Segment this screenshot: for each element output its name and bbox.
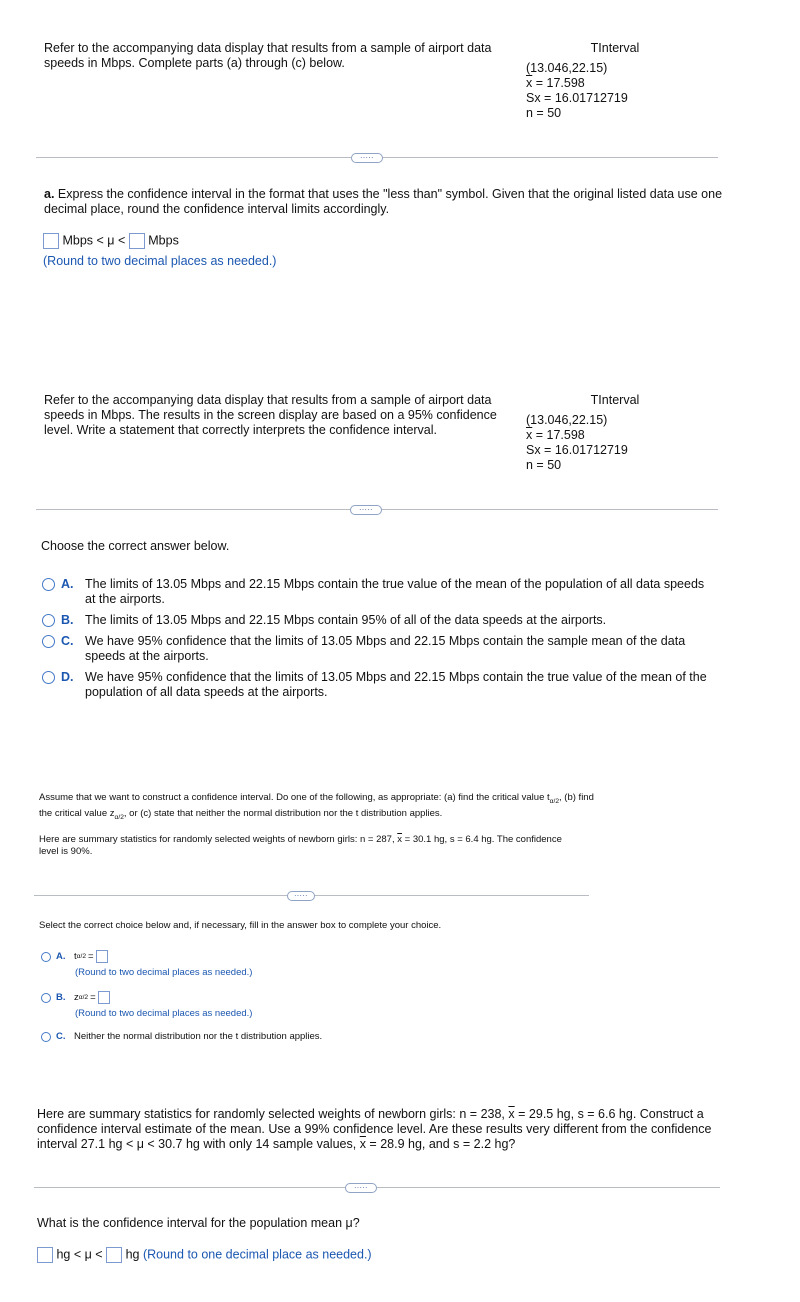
q3-option-c-radio[interactable]	[41, 1032, 51, 1042]
q2-data-display	[526, 393, 666, 473]
q3-xbar-symbol: $\overline{x}$	[397, 834, 403, 845]
q2-prompt: Refer to the accompanying data display that results from a sample of airport data speeds in Mbps. The results in the screen display are based on a 95% confidence level. Write a statement that correctly interprets the confidence interval.	[44, 393, 497, 437]
q3-option-a-sub: α/2	[76, 952, 87, 960]
q4-round-note: (Round to one decimal place as needed.)	[142, 1247, 372, 1262]
q4-prompt	[37, 1107, 727, 1152]
q4-answer-mid: hg < μ <	[56, 1247, 103, 1262]
q2-display-interval: (13.046,22.15)	[526, 413, 608, 427]
q3-option-c-text: Neither the normal distribution nor the t distribution applies.	[74, 1031, 323, 1042]
q2-more-button[interactable]: ·····	[350, 505, 382, 515]
q3-option-b-eq: =	[90, 991, 96, 1003]
q1-lower-limit-input[interactable]	[43, 233, 59, 249]
q3-prompt	[39, 792, 599, 824]
q3-stats-part2: = 30.1 hg, s = 6.4 hg. The confidence level is 90%.	[39, 834, 562, 857]
q1-prompt: Refer to the accompanying data display that results from a sample of airport data speeds in Mbps. Complete parts (a) through (c) below.	[44, 41, 492, 70]
q1-upper-limit-input[interactable]	[129, 233, 145, 249]
q3-option-b-sub: α/2	[78, 993, 89, 1001]
q2-xbar-value: = 17.598	[535, 428, 585, 442]
q4-upper-limit-input[interactable]	[106, 1247, 122, 1263]
q1-display-title: TInterval	[590, 41, 640, 55]
q2-option-a[interactable]	[42, 577, 722, 607]
q2-option-a-text: The limits of 13.05 Mbps and 22.15 Mbps contain the true value of the mean of the population of all data speeds at the airports.	[85, 577, 705, 606]
q3-prompt-part3: , or (c) state that neither the normal distribution nor the t distribution applies.	[123, 808, 443, 819]
q1-more-button[interactable]: ·····	[351, 153, 383, 163]
q4-lower-limit-input[interactable]	[37, 1247, 53, 1263]
q1-part-a	[44, 187, 724, 217]
q2-option-d-letter: D.	[61, 670, 74, 684]
q2-xbar-symbol: $\overline{x}$	[526, 428, 533, 442]
q1-display-interval: (13.046,22.15)	[526, 61, 608, 75]
q1-xbar-symbol: $\overline{x}$	[526, 76, 533, 90]
q2-option-b[interactable]	[42, 613, 722, 628]
q4-question: What is the confidence interval for the population mean μ?	[37, 1216, 360, 1230]
q3-option-c-letter: C.	[56, 1031, 66, 1042]
q4-answer-unit: hg	[125, 1247, 140, 1262]
q3-option-a-note: (Round to two decimal places as needed.)	[75, 967, 253, 978]
q4-prompt-part3: = 28.9 hg, and s = 2.2 hg?	[369, 1137, 516, 1151]
q3-instruction: Select the correct choice below and, if necessary, fill in the answer box to complete your choice.	[39, 920, 442, 931]
q1-answer-unit: Mbps	[148, 233, 179, 248]
q2-option-d-radio[interactable]	[42, 671, 55, 684]
q2-display-xbar	[526, 428, 666, 443]
q1-part-a-text: Express the confidence interval in the format that uses the "less than" symbol. Given that the original listed data use one decimal place, round the confidence interval limits accordingly.	[44, 187, 723, 216]
q1-answer-row	[43, 233, 179, 249]
q4-separator	[34, 1187, 720, 1188]
q3-option-a[interactable]	[41, 950, 252, 979]
q3-stats-part1: Here are summary statistics for randomly selected weights of newborn girls: n = 287,	[39, 834, 395, 845]
q4-more-button[interactable]: ·····	[345, 1183, 377, 1193]
q2-display-title: TInterval	[590, 393, 640, 407]
q2-option-b-text: The limits of 13.05 Mbps and 22.15 Mbps contain 95% of all of the data speeds at the airports.	[85, 613, 607, 627]
q2-option-b-radio[interactable]	[42, 614, 55, 627]
q1-display-sx: Sx = 16.01712719	[526, 91, 628, 105]
q1-display-xbar	[526, 76, 666, 91]
q2-option-a-letter: A.	[61, 577, 74, 591]
q2-option-list	[42, 577, 722, 700]
q3-option-a-letter: A.	[56, 950, 66, 962]
q4-prompt-part1: Here are summary statistics for randomly selected weights of newborn girls: n = 238,	[37, 1107, 505, 1121]
q1-xbar-value: = 17.598	[535, 76, 585, 90]
q3-prompt-part2: , (b) find the critical value z	[39, 792, 594, 819]
q1-display-n: n = 50	[526, 106, 562, 120]
q2-option-a-radio[interactable]	[42, 578, 55, 591]
q2-option-b-letter: B.	[61, 613, 74, 627]
q1-round-note: (Round to two decimal places as needed.)	[43, 254, 277, 268]
q1-data-display	[526, 41, 666, 121]
q3-option-c[interactable]	[41, 1031, 322, 1043]
q3-option-b-radio[interactable]	[41, 993, 51, 1003]
q3-option-b-note: (Round to two decimal places as needed.)	[75, 1008, 253, 1019]
q3-z-critical-input[interactable]	[98, 991, 110, 1004]
q2-option-c[interactable]	[42, 634, 722, 664]
q3-option-a-eq: =	[88, 950, 94, 962]
q1-part-a-label: a.	[44, 187, 55, 201]
q2-display-n: n = 50	[526, 458, 562, 472]
q2-option-d[interactable]	[42, 670, 722, 700]
q2-option-c-text: We have 95% confidence that the limits of 13.05 Mbps and 22.15 Mbps contain the sample mean of the data speeds at the airports.	[85, 634, 686, 663]
q3-prompt-sub1: α/2	[549, 798, 560, 805]
q3-option-b-var: z	[74, 991, 79, 1003]
q4-answer-row	[37, 1247, 372, 1263]
q4-prompt-part2: = 29.5 hg, s = 6.6 hg. Construct a confidence interval estimate of the mean. Use a 99% confidence level. Are these results very different from the confidence interval 27.1 hg < μ < 30.7 hg with only 14 sample values,	[37, 1107, 712, 1151]
q4-xbar2-symbol: $\overline{x}$	[359, 1137, 366, 1151]
q3-option-a-radio[interactable]	[41, 952, 51, 962]
q3-prompt-sub2: α/2	[114, 814, 124, 821]
q3-prompt-part1: Assume that we want to construct a confidence interval. Do one of the following, as appropriate: (a) find the critical value t	[39, 792, 550, 803]
q3-option-b-letter: B.	[56, 991, 66, 1003]
q4-xbar1-symbol: $\overline{x}$	[508, 1107, 515, 1121]
q3-option-a-var: t	[74, 950, 77, 962]
q1-answer-mid: Mbps < μ <	[62, 233, 126, 248]
q2-display-sx: Sx = 16.01712719	[526, 443, 628, 457]
q2-option-c-letter: C.	[61, 634, 74, 648]
q2-option-c-radio[interactable]	[42, 635, 55, 648]
q3-t-critical-input[interactable]	[96, 950, 108, 963]
q3-option-b[interactable]	[41, 991, 252, 1020]
q3-stats	[39, 834, 579, 858]
q2-option-d-text: We have 95% confidence that the limits of 13.05 Mbps and 22.15 Mbps contain the true value of the mean of the population of all data speeds at the airports.	[85, 670, 707, 699]
q2-instruction: Choose the correct answer below.	[41, 539, 230, 553]
q3-more-button[interactable]: ·····	[287, 891, 315, 901]
